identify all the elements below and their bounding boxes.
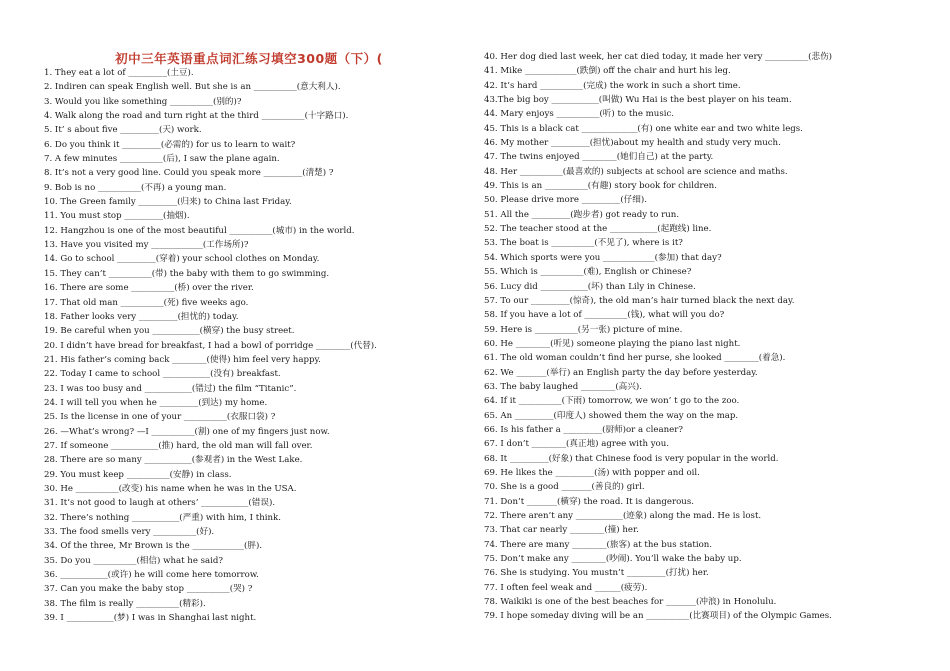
- question-item: 44. Mary enjoys __________(听) to the music.: [484, 109, 675, 120]
- question-item: 71. Don’t _______(横穿) the road. It is dangerous.: [484, 496, 694, 507]
- question-item: 38. The film is really __________(精彩).: [44, 598, 206, 609]
- question-item: 16. There are some __________(桥) over the river.: [44, 283, 254, 294]
- question-item: 50. Please drive more _________(仔细).: [484, 195, 647, 206]
- question-item: 39. I ___________(梦) I was in Shanghai last night.: [44, 613, 257, 624]
- question-item: 3. Would you like something __________(别的)?: [44, 96, 242, 107]
- question-item: 11. You must stop _________(抽烟).: [44, 211, 190, 222]
- question-item: 60. He ________(听见) someone playing the piano last night.: [484, 338, 741, 349]
- question-item: 47. The twins enjoyed ________(她们自己) at the party.: [484, 152, 714, 163]
- question-item: 42. It’s hard __________(完成) the work in such a short time.: [484, 80, 741, 91]
- question-item: 46. My mother _________(担忧)about my health and study very much.: [484, 138, 781, 149]
- question-item: 17. That old man __________(死) five weeks ago.: [44, 297, 249, 308]
- question-item: 68. It _________(好象) that Chinese food is very popular in the world.: [484, 453, 779, 464]
- question-item: 78. Waikiki is one of the best beaches for _______(冲浪) in Honolulu.: [484, 597, 777, 608]
- question-item: 35. Do you __________(相信) what he said?: [44, 555, 224, 566]
- question-item: 73. That car nearly ________(撞) her.: [484, 525, 639, 536]
- question-item: 77. I often feel weak and ______(疲劳).: [484, 582, 648, 593]
- question-item: 25. Is the license in one of your __________(衣服口袋) ?: [44, 412, 276, 423]
- question-item: 30. He __________(改变) his name when he was in the USA.: [44, 483, 297, 494]
- question-item: 74. There are many ________(旅客) at the bus station.: [484, 539, 713, 550]
- question-item: 31. It’s not good to laugh at others’ ___________(错误).: [44, 498, 276, 509]
- question-item: 66. Is his father a _________(厨师)or a cleaner?: [484, 424, 683, 435]
- question-item: 8. It’s not a very good line. Could you speak more _________(清楚) ?: [44, 168, 334, 179]
- question-item: 12. Hangzhou is one of the most beautiful __________(城市) in the world.: [44, 225, 355, 236]
- question-item: 20. I didn’t have bread for breakfast, I had a bowl of porridge ________(代替).: [44, 340, 377, 351]
- question-item: 56. Lucy did ___________(坏) than Lily in Chinese.: [484, 281, 696, 292]
- page-title: 初中三年英语重点词汇练习填空300题（下）(: [115, 51, 383, 66]
- question-item: 22. Today I came to school ___________(没有) breakfast.: [44, 369, 281, 380]
- question-item: 75. Don’t make any ________(吵闹). You’ll wake the baby up.: [484, 554, 742, 565]
- question-item: 6. Do you think it _________(必需的) for us to learn to wait?: [44, 139, 296, 150]
- question-item: 51. All the _________(跑步者) got ready to run.: [484, 209, 680, 220]
- question-item: 70. She is a good _______(善良的) girl.: [484, 482, 645, 493]
- question-item: 7. A few minutes __________(后), I saw the plane again.: [44, 154, 280, 165]
- question-item: 72. There aren’t any ___________(迹象) along the mad. He is lost.: [484, 511, 762, 521]
- question-item: 54. Which sports were you ____________(参加) that day?: [484, 252, 722, 263]
- question-item: 67. I don’t ________(真正地) agree with you.: [484, 439, 670, 450]
- question-item: 29. You must keep __________(安静) in class.: [44, 469, 232, 480]
- question-item: 64. If it __________(下雨) tomorrow, we won’ t go to the zoo.: [484, 396, 740, 407]
- question-item: 34. Of the three, Mr Brown is the ____________(胖).: [44, 541, 263, 552]
- question-item: 40. Her dog died last week, her cat died today, it made her very __________(悲伤): [484, 52, 833, 62]
- question-item: 27. If someone ___________(推) hard, the old man will fall over.: [44, 440, 313, 451]
- question-item: 69. He likes the _________(汤) with popper and oil.: [484, 467, 700, 478]
- question-item: 53. The boat is __________(不见了), where is it?: [484, 238, 683, 249]
- question-item: 13. Have you visited my ____________(工作场所)?: [44, 240, 249, 251]
- question-item: 43.The big boy ___________(叫做) Wu Hai is the best player on his team.: [484, 95, 792, 106]
- left-column: [44, 50, 454, 625]
- left-question-list: [44, 66, 454, 625]
- question-item: 23. I was too busy and ___________(错过) the film “Titanic”.: [44, 383, 297, 394]
- question-item: 79. I hope someday diving will be an __________(比赛项目) of the Olympic Games.: [484, 611, 832, 622]
- question-item: 1. They eat a lot of _________(土豆).: [44, 68, 194, 78]
- question-item: 18. Father looks very _________(担忧的) today.: [44, 311, 239, 322]
- question-item: 9. Bob is no __________(不再) a young man.: [44, 182, 227, 193]
- question-item: 2. Indiren can speak English well. But she is an __________(意大利人).: [44, 82, 341, 93]
- question-item: 37. Can you make the baby stop __________(哭) ?: [44, 584, 253, 595]
- question-item: 58. If you have a lot of __________(钱), what will you do?: [484, 310, 725, 321]
- question-item: 15. They can’t __________(带) the baby with them to go swimming.: [44, 268, 330, 279]
- right-question-list: [484, 50, 914, 624]
- question-item: 32. There’s nothing ___________(严重) with him, I think.: [44, 512, 281, 523]
- question-item: 59. Here is __________(另一张) picture of mine.: [484, 324, 683, 335]
- question-item: 45. This is a black cat _____________(有) one white ear and two white legs.: [484, 123, 803, 134]
- right-column: [484, 50, 914, 624]
- question-item: 41. Mike ____________(跌倒) off the chair and hurt his leg.: [484, 66, 731, 77]
- question-item: 63. The baby laughed ________(高兴).: [484, 381, 642, 392]
- question-item: 49. This is an __________(有趣) story book for children.: [484, 181, 717, 192]
- question-item: 5. It’ s about five _________(天) work.: [44, 125, 202, 136]
- question-item: 36. ___________(或许) he will come here tomorrow.: [44, 570, 259, 581]
- question-item: 19. Be careful when you ___________(横穿) the busy street.: [44, 326, 295, 337]
- question-item: 21. His father’s coming back ________(使得) him feel very happy.: [44, 354, 321, 365]
- question-item: 57. To our _________(惊奇), the old man’s hair turned black the next day.: [484, 295, 795, 306]
- question-item: 48. Her __________(最喜欢的) subjects at school are science and maths.: [484, 166, 788, 177]
- question-item: 76. She is studying. You mustn’t _________(打扰) her.: [484, 568, 709, 579]
- question-item: 14. Go to school _________(穿着) your school clothes on Monday.: [44, 254, 320, 265]
- question-item: 4. Walk along the road and turn right at the third __________(十字路口).: [44, 111, 349, 122]
- question-item: 24. I will tell you when he _________(到达) my home.: [44, 397, 268, 408]
- question-item: 26. —What’s wrong? —I __________(割) one of my fingers just now.: [44, 426, 330, 437]
- question-item: 52. The teacher stood at the ___________(起跑线) line.: [484, 224, 712, 235]
- question-item: 55. Which is __________(难), English or Chinese?: [484, 267, 692, 278]
- question-item: 10. The Green family _________(归来) to China last Friday.: [44, 197, 292, 208]
- question-item: 62. We _______(举行) an English party the day before yesterday.: [484, 367, 758, 378]
- question-item: 33. The food smells very __________(好).: [44, 527, 215, 537]
- question-item: 61. The old woman couldn’t find her purse, she looked ________(着急).: [484, 353, 786, 364]
- question-item: 65. An _________(印度人) showed them the way on the map.: [484, 410, 739, 421]
- question-item: 28. There are so many ___________(参观者) in the West Lake.: [44, 455, 303, 466]
